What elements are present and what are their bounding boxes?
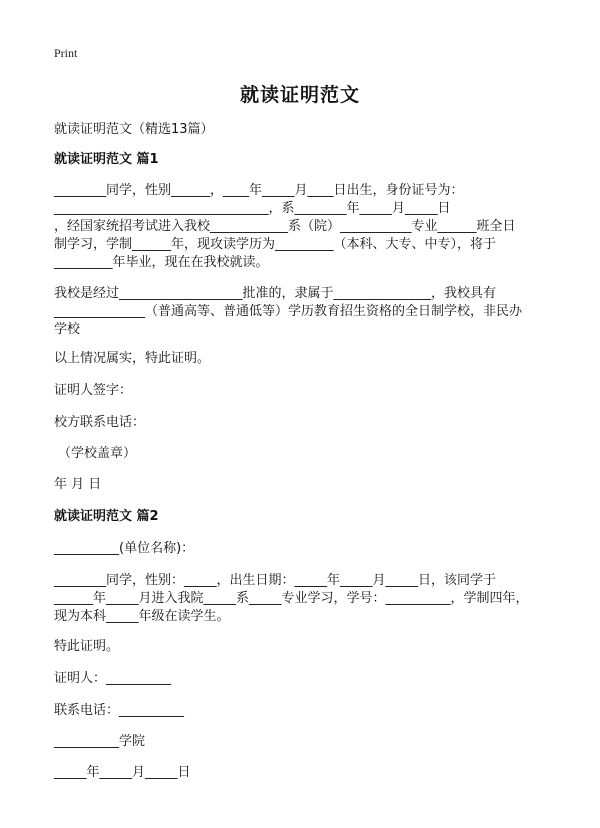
section2-confirm: 特此证明。 bbox=[54, 639, 120, 654]
section1-para2-line: ______________（普通高等、普通低等）学历教育招生资格的全日制学校，非民办 bbox=[54, 304, 523, 319]
section1-para1-line: _________年毕业，现在在我校就读。 bbox=[54, 255, 269, 270]
section2-unit: __________(单位名称)： bbox=[54, 541, 195, 556]
section1-para1-line: 制学习，学制______年，现攻读学历为_________（本科、大专、中专），将于 bbox=[54, 237, 497, 252]
section2-contact: 联系电话：__________ bbox=[54, 703, 185, 718]
section1-seal: （学校盖章） bbox=[58, 446, 137, 461]
subtitle: 就读证明范文（精选13篇） bbox=[54, 122, 214, 137]
section1-para1-line: ，经国家统招考试进入我校____________系（院）___________专业______班全日 bbox=[54, 219, 516, 234]
section1-para2-line: 我校是经过___________________批准的，隶属于_______________，我校具有 bbox=[54, 286, 497, 301]
section1-signer: 证明人签字： bbox=[54, 383, 133, 398]
section1-date: 年 月 日 bbox=[54, 477, 102, 492]
section1-para1-line: _________________________________，系________年_____月_____日 bbox=[54, 201, 451, 216]
section1-para1-line: ________同学，性别______，____年_____月____日出生，身份证号为： bbox=[54, 183, 464, 198]
section2-para-line: ________同学，性别：_____，出生日期：_____年_____月_____日，该同学于 bbox=[54, 573, 497, 588]
print-link[interactable]: Print bbox=[54, 46, 78, 60]
section1-confirm: 以上情况属实，特此证明。 bbox=[54, 351, 211, 366]
section1-phone: 校方联系电话： bbox=[54, 415, 146, 430]
section1-para2-line: 学校 bbox=[54, 322, 81, 337]
section1-heading: 就读证明范文 篇1 bbox=[54, 152, 159, 167]
section2-date: _____年_____月_____日 bbox=[54, 765, 191, 780]
section2-witness: 证明人：__________ bbox=[54, 671, 172, 686]
page-title: 就读证明范文 bbox=[239, 84, 360, 106]
section2-para-line: ______年_____月进入我院_____系_____专业学习，学号：__________，学制四年， bbox=[54, 591, 529, 606]
section2-heading: 就读证明范文 篇2 bbox=[54, 509, 159, 524]
section2-college: __________学院 bbox=[54, 734, 146, 749]
section2-para-line: 现为本科_____年级在读学生。 bbox=[54, 609, 230, 624]
